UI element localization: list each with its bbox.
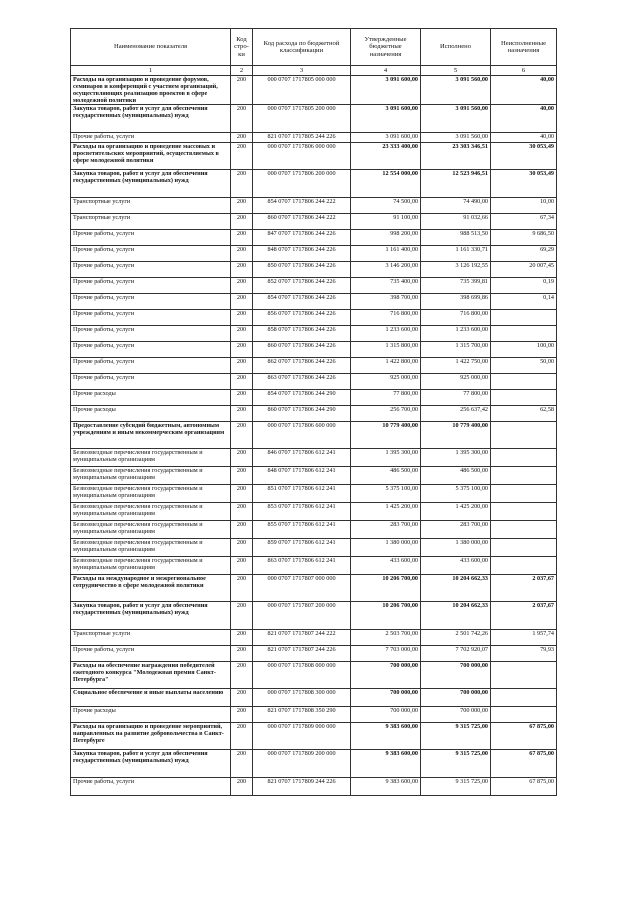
unexecuted-amount-cell <box>491 557 557 575</box>
approved-amount-cell: 256 700,00 <box>351 406 421 422</box>
approved-amount-cell: 5 375 100,00 <box>351 485 421 503</box>
unexecuted-amount-cell: 2 037,67 <box>491 602 557 630</box>
unexecuted-amount-cell <box>491 390 557 406</box>
unexecuted-amount-cell <box>491 449 557 467</box>
table-row <box>71 198 557 214</box>
executed-amount-cell: 3 091 560,00 <box>421 133 491 143</box>
table-body <box>71 76 557 796</box>
expense-code-cell: 863 0707 1717806 244 226 <box>253 374 351 390</box>
executed-amount-cell: 9 315 725,00 <box>421 778 491 796</box>
indicator-name-cell: Расходы на международное и межрегиональное сотрудничество в сфере молодежной политики <box>71 575 231 602</box>
expense-code-cell: 859 0707 1717806 612 241 <box>253 539 351 557</box>
line-code-cell: 200 <box>231 539 253 557</box>
executed-amount-cell: 1 380 000,00 <box>421 539 491 557</box>
executed-amount-cell: 10 204 662,33 <box>421 602 491 630</box>
approved-amount-cell: 91 100,00 <box>351 214 421 230</box>
line-code-cell: 200 <box>231 778 253 796</box>
unexecuted-amount-cell <box>491 539 557 557</box>
unexecuted-amount-cell: 62,58 <box>491 406 557 422</box>
unexecuted-amount-cell: 0,14 <box>491 294 557 310</box>
unexecuted-amount-cell: 69,29 <box>491 246 557 262</box>
line-code-cell: 200 <box>231 575 253 602</box>
unexecuted-amount-cell <box>491 485 557 503</box>
indicator-name-cell: Транспортные услуги <box>71 630 231 646</box>
expense-code-cell: 860 0707 1717806 244 226 <box>253 342 351 358</box>
indicator-name-cell: Прочие работы, услуги <box>71 326 231 342</box>
unexecuted-amount-cell <box>491 374 557 390</box>
approved-amount-cell: 3 146 200,00 <box>351 262 421 278</box>
executed-amount-cell: 3 126 192,55 <box>421 262 491 278</box>
column-number: 2 <box>231 66 253 76</box>
approved-amount-cell: 1 380 000,00 <box>351 539 421 557</box>
indicator-name-cell: Закупка товаров, работ и услуг для обеспечения государственных (муниципальных) нужд <box>71 170 231 198</box>
column-number-row <box>71 66 557 76</box>
table-row <box>71 214 557 230</box>
approved-amount-cell: 12 554 000,00 <box>351 170 421 198</box>
table-row <box>71 750 557 778</box>
line-code-cell: 200 <box>231 449 253 467</box>
indicator-name-cell: Прочие работы, услуги <box>71 246 231 262</box>
executed-amount-cell: 3 091 560,00 <box>421 76 491 105</box>
executed-amount-cell: 3 091 560,00 <box>421 105 491 133</box>
indicator-name-cell: Социальное обеспечение и иные выплаты населению <box>71 689 231 707</box>
table-row <box>71 575 557 602</box>
table-row <box>71 342 557 358</box>
line-code-cell: 200 <box>231 390 253 406</box>
executed-amount-cell: 925 000,00 <box>421 374 491 390</box>
indicator-name-cell: Расходы на обеспечение награждения победителей ежегодного конкурса "Молодежная премия Санкт-Петербурга" <box>71 662 231 689</box>
indicator-name-cell: Прочие работы, услуги <box>71 230 231 246</box>
approved-amount-cell: 9 383 600,00 <box>351 723 421 750</box>
unexecuted-amount-cell <box>491 521 557 539</box>
unexecuted-amount-cell: 67,34 <box>491 214 557 230</box>
line-code-cell: 200 <box>231 630 253 646</box>
approved-amount-cell: 1 422 800,00 <box>351 358 421 374</box>
line-code-cell: 200 <box>231 750 253 778</box>
line-code-cell: 200 <box>231 358 253 374</box>
executed-amount-cell: 486 500,00 <box>421 467 491 485</box>
expense-code-cell: 821 0707 1717809 244 226 <box>253 778 351 796</box>
budget-report-sheet <box>70 28 556 796</box>
unexecuted-amount-cell: 1 957,74 <box>491 630 557 646</box>
header-unexecuted: Неисполненные назначения <box>491 29 557 66</box>
executed-amount-cell: 700 000,00 <box>421 662 491 689</box>
line-code-cell: 200 <box>231 342 253 358</box>
unexecuted-amount-cell: 30 053,49 <box>491 143 557 170</box>
line-code-cell: 200 <box>231 723 253 750</box>
table-row <box>71 449 557 467</box>
line-code-cell: 200 <box>231 246 253 262</box>
indicator-name-cell: Прочие расходы <box>71 406 231 422</box>
table-row <box>71 310 557 326</box>
line-code-cell: 200 <box>231 707 253 723</box>
table-row <box>71 422 557 449</box>
header-expense-code: Код расхода по бюджетной классификации <box>253 29 351 66</box>
expense-code-cell: 848 0707 1717806 612 241 <box>253 467 351 485</box>
table-row <box>71 485 557 503</box>
expense-code-cell: 848 0707 1717806 244 226 <box>253 246 351 262</box>
approved-amount-cell: 77 800,00 <box>351 390 421 406</box>
executed-amount-cell: 74 490,00 <box>421 198 491 214</box>
executed-amount-cell: 700 000,00 <box>421 689 491 707</box>
line-code-cell: 200 <box>231 467 253 485</box>
indicator-name-cell: Прочие работы, услуги <box>71 133 231 143</box>
indicator-name-cell: Прочие работы, услуги <box>71 374 231 390</box>
indicator-name-cell: Безвозмездные перечисления государственным и муниципальным организациям <box>71 503 231 521</box>
header-line-code: Код стро-ки <box>231 29 253 66</box>
approved-amount-cell: 433 600,00 <box>351 557 421 575</box>
expense-code-cell: 853 0707 1717806 612 241 <box>253 503 351 521</box>
table-row <box>71 390 557 406</box>
expense-code-cell: 821 0707 1717808 350 290 <box>253 707 351 723</box>
column-number: 4 <box>351 66 421 76</box>
executed-amount-cell: 735 399,81 <box>421 278 491 294</box>
indicator-name-cell: Предоставление субсидий бюджетным, автономным учреждениям и иным некоммерческим организациям <box>71 422 231 449</box>
approved-amount-cell: 2 503 700,00 <box>351 630 421 646</box>
executed-amount-cell: 1 422 750,00 <box>421 358 491 374</box>
indicator-name-cell: Расходы на организацию и проведение форумов, семинаров и конференций с участием организаций, осуществляющих реализацию проектов в сфере молодежной политики <box>71 76 231 105</box>
line-code-cell: 200 <box>231 557 253 575</box>
indicator-name-cell: Безвозмездные перечисления государственным и муниципальным организациям <box>71 449 231 467</box>
unexecuted-amount-cell <box>491 310 557 326</box>
executed-amount-cell: 700 000,00 <box>421 707 491 723</box>
indicator-name-cell: Прочие работы, услуги <box>71 278 231 294</box>
expense-code-cell: 856 0707 1717806 244 226 <box>253 310 351 326</box>
approved-amount-cell: 735 400,00 <box>351 278 421 294</box>
indicator-name-cell: Безвозмездные перечисления государственным и муниципальным организациям <box>71 467 231 485</box>
executed-amount-cell: 1 395 300,00 <box>421 449 491 467</box>
line-code-cell: 200 <box>231 374 253 390</box>
indicator-name-cell: Прочие работы, услуги <box>71 778 231 796</box>
indicator-name-cell: Транспортные услуги <box>71 198 231 214</box>
expense-code-cell: 846 0707 1717806 612 241 <box>253 449 351 467</box>
expense-code-cell: 855 0707 1717806 612 241 <box>253 521 351 539</box>
line-code-cell: 200 <box>231 646 253 662</box>
expense-code-cell: 860 0707 1717806 244 222 <box>253 214 351 230</box>
executed-amount-cell: 10 779 400,00 <box>421 422 491 449</box>
line-code-cell: 200 <box>231 262 253 278</box>
expense-code-cell: 821 0707 1717807 244 222 <box>253 630 351 646</box>
table-row <box>71 778 557 796</box>
indicator-name-cell: Безвозмездные перечисления государственным и муниципальным организациям <box>71 485 231 503</box>
expense-code-cell: 852 0707 1717806 244 226 <box>253 278 351 294</box>
unexecuted-amount-cell: 30 053,49 <box>491 170 557 198</box>
indicator-name-cell: Расходы на организацию и проведение массовых и просветительских мероприятий, осуществляемых в сфере молодежной политики <box>71 143 231 170</box>
executed-amount-cell: 1 315 700,00 <box>421 342 491 358</box>
unexecuted-amount-cell: 100,00 <box>491 342 557 358</box>
approved-amount-cell: 998 200,00 <box>351 230 421 246</box>
executed-amount-cell: 7 702 920,07 <box>421 646 491 662</box>
column-number: 1 <box>71 66 231 76</box>
expense-code-cell: 000 0707 1717806 000 000 <box>253 143 351 170</box>
indicator-name-cell: Прочие расходы <box>71 390 231 406</box>
line-code-cell: 200 <box>231 326 253 342</box>
line-code-cell: 200 <box>231 602 253 630</box>
expense-code-cell: 863 0707 1717806 612 241 <box>253 557 351 575</box>
expense-code-cell: 000 0707 1717808 300 000 <box>253 689 351 707</box>
table-row <box>71 230 557 246</box>
table-row <box>71 557 557 575</box>
expense-code-cell: 854 0707 1717806 244 222 <box>253 198 351 214</box>
column-number: 5 <box>421 66 491 76</box>
indicator-name-cell: Прочие работы, услуги <box>71 342 231 358</box>
expense-code-cell: 847 0707 1717806 244 226 <box>253 230 351 246</box>
table-row <box>71 723 557 750</box>
table-row <box>71 262 557 278</box>
table-row <box>71 630 557 646</box>
expense-code-cell: 000 0707 1717808 000 000 <box>253 662 351 689</box>
executed-amount-cell: 256 637,42 <box>421 406 491 422</box>
line-code-cell: 200 <box>231 485 253 503</box>
expense-code-cell: 000 0707 1717807 000 000 <box>253 575 351 602</box>
approved-amount-cell: 925 000,00 <box>351 374 421 390</box>
unexecuted-amount-cell <box>491 689 557 707</box>
expense-code-cell: 000 0707 1717809 000 000 <box>253 723 351 750</box>
executed-amount-cell: 2 501 742,26 <box>421 630 491 646</box>
approved-amount-cell: 3 091 600,00 <box>351 133 421 143</box>
line-code-cell: 200 <box>231 310 253 326</box>
expense-code-cell: 851 0707 1717806 612 241 <box>253 485 351 503</box>
expense-code-cell: 000 0707 1717805 000 000 <box>253 76 351 105</box>
approved-amount-cell: 700 000,00 <box>351 707 421 723</box>
indicator-name-cell: Закупка товаров, работ и услуг для обеспечения государственных (муниципальных) нужд <box>71 750 231 778</box>
approved-amount-cell: 716 800,00 <box>351 310 421 326</box>
budget-execution-table <box>70 28 557 796</box>
line-code-cell: 200 <box>231 214 253 230</box>
approved-amount-cell: 10 206 700,00 <box>351 575 421 602</box>
approved-amount-cell: 486 500,00 <box>351 467 421 485</box>
executed-amount-cell: 9 315 725,00 <box>421 723 491 750</box>
table-row <box>71 246 557 262</box>
unexecuted-amount-cell <box>491 503 557 521</box>
unexecuted-amount-cell: 67 875,00 <box>491 750 557 778</box>
approved-amount-cell: 398 700,00 <box>351 294 421 310</box>
approved-amount-cell: 1 233 600,00 <box>351 326 421 342</box>
header-indicator-name: Наименование показателя <box>71 29 231 66</box>
expense-code-cell: 000 0707 1717809 200 000 <box>253 750 351 778</box>
unexecuted-amount-cell: 9 686,50 <box>491 230 557 246</box>
table-row <box>71 105 557 133</box>
indicator-name-cell: Безвозмездные перечисления государственным и муниципальным организациям <box>71 557 231 575</box>
table-row <box>71 143 557 170</box>
table-row <box>71 406 557 422</box>
table-row <box>71 294 557 310</box>
unexecuted-amount-cell: 67 875,00 <box>491 723 557 750</box>
indicator-name-cell: Прочие работы, услуги <box>71 294 231 310</box>
unexecuted-amount-cell: 10,00 <box>491 198 557 214</box>
approved-amount-cell: 9 383 600,00 <box>351 750 421 778</box>
table-row <box>71 278 557 294</box>
line-code-cell: 200 <box>231 422 253 449</box>
expense-code-cell: 854 0707 1717806 244 290 <box>253 390 351 406</box>
column-number: 6 <box>491 66 557 76</box>
table-row <box>71 602 557 630</box>
executed-amount-cell: 91 032,66 <box>421 214 491 230</box>
expense-code-cell: 862 0707 1717806 244 226 <box>253 358 351 374</box>
table-row <box>71 170 557 198</box>
executed-amount-cell: 5 375 100,00 <box>421 485 491 503</box>
executed-amount-cell: 988 513,50 <box>421 230 491 246</box>
line-code-cell: 200 <box>231 406 253 422</box>
unexecuted-amount-cell <box>491 326 557 342</box>
table-row <box>71 326 557 342</box>
line-code-cell: 200 <box>231 105 253 133</box>
indicator-name-cell: Прочие расходы <box>71 707 231 723</box>
expense-code-cell: 858 0707 1717806 244 226 <box>253 326 351 342</box>
unexecuted-amount-cell: 2 037,67 <box>491 575 557 602</box>
executed-amount-cell: 1 161 330,71 <box>421 246 491 262</box>
unexecuted-amount-cell <box>491 422 557 449</box>
line-code-cell: 200 <box>231 143 253 170</box>
executed-amount-cell: 433 600,00 <box>421 557 491 575</box>
line-code-cell: 200 <box>231 689 253 707</box>
executed-amount-cell: 283 700,00 <box>421 521 491 539</box>
approved-amount-cell: 10 206 700,00 <box>351 602 421 630</box>
column-number: 3 <box>253 66 351 76</box>
line-code-cell: 200 <box>231 198 253 214</box>
indicator-name-cell: Расходы на организацию и проведение мероприятий, направленных на развитие добровольчества в Санкт-Петербурге <box>71 723 231 750</box>
table-row <box>71 76 557 105</box>
table-row <box>71 689 557 707</box>
approved-amount-cell: 3 091 600,00 <box>351 105 421 133</box>
header-executed: Исполнено <box>421 29 491 66</box>
line-code-cell: 200 <box>231 521 253 539</box>
line-code-cell: 200 <box>231 133 253 143</box>
indicator-name-cell: Закупка товаров, работ и услуг для обеспечения государственных (муниципальных) нужд <box>71 105 231 133</box>
unexecuted-amount-cell: 40,00 <box>491 105 557 133</box>
expense-code-cell: 000 0707 1717805 200 000 <box>253 105 351 133</box>
unexecuted-amount-cell <box>491 467 557 485</box>
approved-amount-cell: 1 395 300,00 <box>351 449 421 467</box>
header-approved: Утвержденные бюджетные назначения <box>351 29 421 66</box>
expense-code-cell: 000 0707 1717806 600 000 <box>253 422 351 449</box>
line-code-cell: 200 <box>231 76 253 105</box>
executed-amount-cell: 398 699,86 <box>421 294 491 310</box>
expense-code-cell: 000 0707 1717806 200 000 <box>253 170 351 198</box>
line-code-cell: 200 <box>231 278 253 294</box>
expense-code-cell: 854 0707 1717806 244 226 <box>253 294 351 310</box>
unexecuted-amount-cell: 0,19 <box>491 278 557 294</box>
line-code-cell: 200 <box>231 170 253 198</box>
table-row <box>71 646 557 662</box>
approved-amount-cell: 283 700,00 <box>351 521 421 539</box>
approved-amount-cell: 9 383 600,00 <box>351 778 421 796</box>
executed-amount-cell: 1 233 600,00 <box>421 326 491 342</box>
indicator-name-cell: Закупка товаров, работ и услуг для обеспечения государственных (муниципальных) нужд <box>71 602 231 630</box>
approved-amount-cell: 10 779 400,00 <box>351 422 421 449</box>
approved-amount-cell: 7 703 000,00 <box>351 646 421 662</box>
indicator-name-cell: Безвозмездные перечисления государственным и муниципальным организациям <box>71 539 231 557</box>
unexecuted-amount-cell: 79,93 <box>491 646 557 662</box>
table-row <box>71 662 557 689</box>
executed-amount-cell: 12 523 946,51 <box>421 170 491 198</box>
expense-code-cell: 000 0707 1717807 200 000 <box>253 602 351 630</box>
unexecuted-amount-cell: 50,00 <box>491 358 557 374</box>
approved-amount-cell: 23 333 400,00 <box>351 143 421 170</box>
unexecuted-amount-cell: 67 875,00 <box>491 778 557 796</box>
line-code-cell: 200 <box>231 662 253 689</box>
unexecuted-amount-cell <box>491 662 557 689</box>
approved-amount-cell: 1 315 800,00 <box>351 342 421 358</box>
line-code-cell: 200 <box>231 503 253 521</box>
table-row <box>71 374 557 390</box>
unexecuted-amount-cell: 40,00 <box>491 76 557 105</box>
table-row <box>71 707 557 723</box>
executed-amount-cell: 23 303 346,51 <box>421 143 491 170</box>
unexecuted-amount-cell <box>491 707 557 723</box>
line-code-cell: 200 <box>231 294 253 310</box>
executed-amount-cell: 77 800,00 <box>421 390 491 406</box>
table-row <box>71 467 557 485</box>
indicator-name-cell: Прочие работы, услуги <box>71 358 231 374</box>
approved-amount-cell: 74 500,00 <box>351 198 421 214</box>
approved-amount-cell: 1 161 400,00 <box>351 246 421 262</box>
indicator-name-cell: Транспортные услуги <box>71 214 231 230</box>
table-row <box>71 358 557 374</box>
approved-amount-cell: 700 000,00 <box>351 662 421 689</box>
expense-code-cell: 860 0707 1717806 244 290 <box>253 406 351 422</box>
unexecuted-amount-cell: 40,00 <box>491 133 557 143</box>
executed-amount-cell: 10 204 662,33 <box>421 575 491 602</box>
approved-amount-cell: 700 000,00 <box>351 689 421 707</box>
expense-code-cell: 850 0707 1717806 244 226 <box>253 262 351 278</box>
table-row <box>71 133 557 143</box>
table-row <box>71 521 557 539</box>
table-row <box>71 503 557 521</box>
table-row <box>71 539 557 557</box>
indicator-name-cell: Безвозмездные перечисления государственным и муниципальным организациям <box>71 521 231 539</box>
executed-amount-cell: 9 315 725,00 <box>421 750 491 778</box>
expense-code-cell: 821 0707 1717807 244 226 <box>253 646 351 662</box>
unexecuted-amount-cell: 20 007,45 <box>491 262 557 278</box>
table-header-row <box>71 29 557 66</box>
approved-amount-cell: 1 425 200,00 <box>351 503 421 521</box>
indicator-name-cell: Прочие работы, услуги <box>71 262 231 278</box>
indicator-name-cell: Прочие работы, услуги <box>71 310 231 326</box>
executed-amount-cell: 1 425 200,00 <box>421 503 491 521</box>
line-code-cell: 200 <box>231 230 253 246</box>
expense-code-cell: 821 0707 1717805 244 226 <box>253 133 351 143</box>
approved-amount-cell: 3 091 600,00 <box>351 76 421 105</box>
executed-amount-cell: 716 800,00 <box>421 310 491 326</box>
indicator-name-cell: Прочие работы, услуги <box>71 646 231 662</box>
